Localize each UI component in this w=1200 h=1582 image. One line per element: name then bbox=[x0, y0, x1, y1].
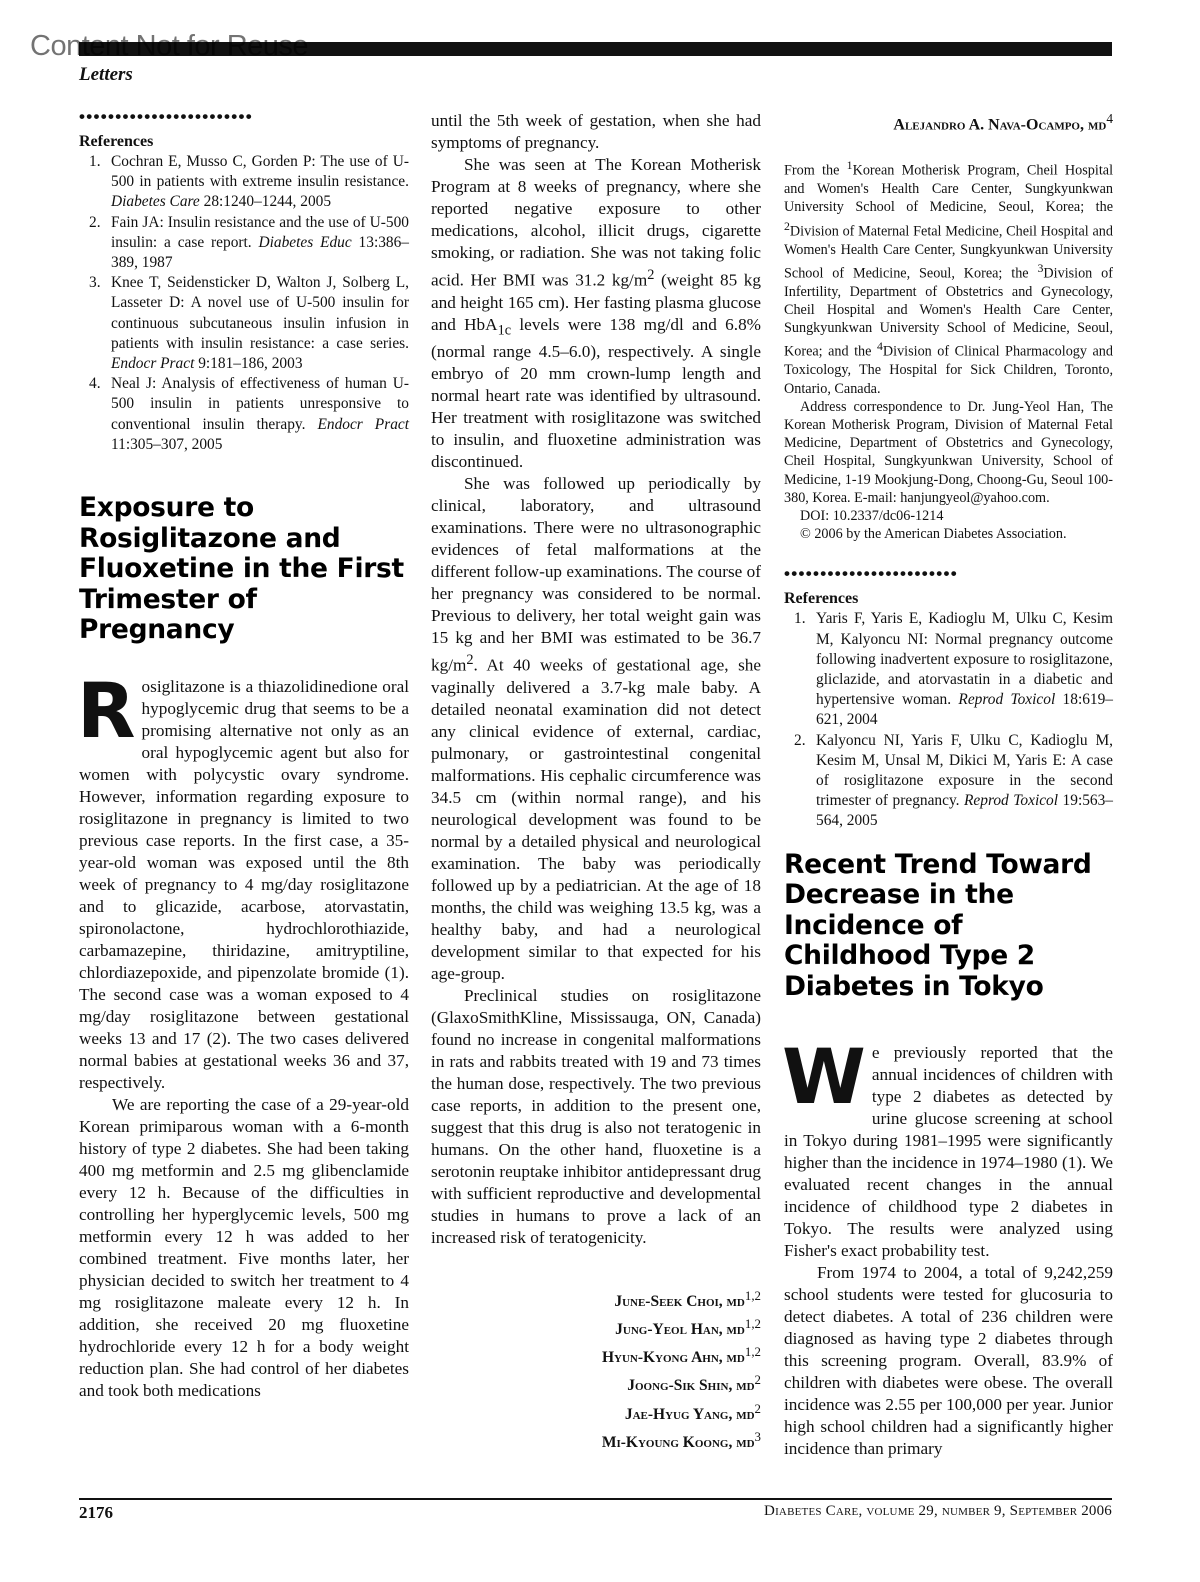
reference-item: 3. Knee T, Seidensticker D, Walton J, Solberg L, Lasseter D: A novel use of U-500 insulin for continuous subcutaneous insulin infusion in patients with insulin resistance: a case series. Endocr Pract 9:181–186, 2003 bbox=[89, 274, 409, 373]
footer-rule bbox=[79, 1498, 1112, 1500]
author: Alejandro A. Nava-Ocampo, $md^4$ bbox=[893, 111, 1113, 134]
author: Jung-Yeol Han, md$^{1,2}$ bbox=[615, 1316, 761, 1339]
watermark: Content Not for Reuse bbox=[30, 30, 309, 62]
drop-cap: R bbox=[77, 665, 136, 755]
column-3 bbox=[784, 108, 1113, 1460]
article-title: Recent Trend Toward Decrease in the Incidence of Childhood Type 2 Diabetes in Tokyo bbox=[784, 848, 1092, 1002]
author: Mi-Kyoung Koong, $md^3$ bbox=[601, 1428, 761, 1451]
reference-item: 4. Neal J: Analysis of effectiveness of human U-500 insulin in patients unresponsive to conventional insulin therapy. Endocr Pract 11:305–307, 2005 bbox=[89, 375, 409, 453]
references-heading: References bbox=[79, 133, 154, 150]
body-paragraph: She was followed up periodically by clinical, laboratory, and ultrasound examinations. There were no ultrasonographic evidences of fetal malformations at the different follow-up examinations. The course of her pregnancy was considered to be normal. Previous to delivery, her total weight gain was 15 kg and her BMI was estimated to be 36.7 $kg/m^2$. At 40 weeks of gestational age, she vaginally delivered a 3.7-kg male baby. A detailed neonatal examination did not detect any clinical evidence of external, cardiac, pulmonary, or gastrointestinal congenital malformations. His cephalic circumference was 34.5 cm (within normal range), and his neurological development was found to be normal by a detailed physical and neurological examination. The baby was periodically followed up by a pediatrician. At the age of 18 months, the child was weighing 13.5 kg, was a healthy baby, and had a neurological development similar to that expected for his age-group. bbox=[431, 474, 761, 983]
body-paragraph: Preclinical studies on rosiglitazone (GlaxoSmithKline, Mississauga, ON, Canada) found no increase in congenital malformations in rats and rabbits treated with 19 and 73 times the human dose, respectively. The two previous case reports, in addition to the present one, suggest that this drug is also not teratogenic in humans. On the other hand, fluoxetine is a serotonin reuptake inhibitor antidepressant drug with sufficient reproductive and developmental studies in humans to prove a lack of an increased risk of teratogenicity. bbox=[431, 985, 761, 1247]
doi: DOI: 10.2337/dc06-1214 bbox=[800, 507, 944, 524]
dot-divider: •••••••••••••••••••••••• bbox=[79, 107, 254, 126]
page-number: 2176 bbox=[79, 1503, 113, 1522]
reference-item: 1. Yaris F, Yaris E, Kadioglu M, Ulku C, Kesim M, Kalyoncu NI: Normal pregnancy outcome following inadvertent exposure to rosiglitazone, gliclazide, and atorvastatin in a diabetic and hypertensive woman. Reprod Toxicol 18:619–621, 2004 bbox=[794, 610, 1113, 729]
author: Jae-Hyug Yang, $md^2$ bbox=[624, 1400, 761, 1423]
correspondence-address: Address correspondence to Dr. Jung-Yeol Han, The Korean Motherisk Program, Division of Maternal Fetal Medicine, Department of Obstetrics and Gynecology, Cheil Hospital, Sungkyunkwan University, School of Medicine, 1-19 Mookjung-Dong, Choong-Gu, Seoul 100-380, Korea. E-mail: hanjungyeol@yahoo.com. bbox=[784, 398, 1113, 506]
author-list bbox=[431, 1285, 761, 1454]
body-paragraph: From 1974 to 2004, a total of 9,242,259 school students were tested for glucosuria to detect diabetes. A total of 236 children were diagnosed as having type 2 diabetes through this screening program. Overall, 83.9% of children with diabetes were obese. The overall incidence was 2.55 per 100,000 per year. Junior high school children had a significantly higher incidence than primary bbox=[784, 1263, 1113, 1459]
references-heading: References bbox=[784, 590, 859, 608]
reference-list bbox=[784, 609, 1113, 831]
column-1 bbox=[79, 106, 409, 1402]
journal-citation: Diabetes Care, volume 29, number 9, September 2006 bbox=[764, 1503, 1112, 1519]
body-paragraph: Rosiglitazone is a thiazolidinedione oral hypoglycemic drug that seems to be a promising alternative not only as an oral hypoglycemic agent but also for women with polycystic ovary syndrome. However, information regarding exposure to rosiglitazone in pregnancy is limited to two previous case reports. In the first case, a 35-year-old woman was exposed until the 8th week of pregnancy to 4 mg/day rosiglitazone and to glicazide, acarbose, atorvastatin, spironolactone, hydrochlorothiazide, carbamazepine, thiridazine, amitryptiline, chlordiazepoxide, and pipenzolate bromide (1). The second case was a woman exposed to 4 mg/day rosiglitazone between gestational weeks 13 and 17 (2). The two cases delivered normal babies at gestational weeks 36 and 37, respectively. bbox=[77, 665, 409, 1092]
reference-item: 1. Cochran E, Musso C, Gorden P: The use of U-500 in patients with extreme insulin resistance. Diabetes Care 28:1240–1244, 2005 bbox=[89, 153, 409, 211]
author: Hyun-Kyong Ahn, md$^{1,2}$ bbox=[601, 1344, 761, 1367]
author: Joong-Sik Shin, $md^2$ bbox=[627, 1372, 761, 1395]
section-label: Letters bbox=[79, 64, 133, 85]
body-paragraph: We are reporting the case of a 29-year-old Korean primiparous woman with a 6-month history of type 2 diabetes. She had been taking 400 mg metformin and 2.5 mg glibenclamide every 12 h. Because of the difficulties in controlling her hyperglycemic levels, 500 mg metformin every 12 h was added to her combined treatment. Five months later, her physician decided to switch her treatment to 4 mg rosiglitazone maleate every 12 h. In addition, she received 20 mg fluoxetine hydrochloride every 12 h for a body weight reduction plan. She had control of her diabetes and took both medications bbox=[79, 1094, 409, 1400]
body-paragraph: until the 5th week of gestation, when she had symptoms of pregnancy. bbox=[431, 111, 761, 152]
body-paragraph: We previously reported that the annual incidences of children with type 2 diabetes as detected by urine glucose screening at school in Tokyo during 1981–1995 were significantly higher than the incidence in 1974–1980 (1). We evaluated recent changes in the annual incidence of childhood type 2 diabetes in Tokyo. The results were analyzed using Fisher's exact probability test. bbox=[782, 1032, 1113, 1261]
dot-divider: •••••••••••••••••••••••• bbox=[784, 564, 959, 584]
article-title: Exposure to Rosiglitazone and Fluoxetine in the First Trimester of Pregnancy bbox=[79, 492, 404, 646]
body-paragraph: She was seen at The Korean Motherisk Program at 8 weeks of pregnancy, where she reported negative exposure to other medications, alcohol, illicit drugs, cigarette smoking, or radiation. She was not taking folic acid. Her BMI was 31.2 $kg/m^2$ (weight 85 kg and height 165 cm). Her fasting plasma glucose and HbA$_{1c}$ levels were 138 mg/dl and 6.8% (normal range 4.5–6.0), respectively. A single embryo of 20 mm crown-lump length and normal heart rate was identified by ultrasound. Her treatment with rosiglitazone was switched to insulin, and fluoxetine administration was discontinued. bbox=[431, 155, 761, 472]
author: June-Seek Choi, md$^{1,2}$ bbox=[614, 1287, 761, 1311]
affiliations: From the $^1$Korean Motherisk Program, Cheil Hospital and Women's Health Care Center, Sungkyunkwan University School of Medicine, Seoul, Korea; the $^2$Division of Maternal Fetal Medicine, Cheil Hospital and Women's Health Care Center, Sungkyunkwan University School of Medicine, Seoul, Korea; the $^3$Division of Infertility, Department of Obstetrics and Gynecology, Cheil Hospital and Women's Health Care Center, Sungkyunkwan University School of Medicine, Seoul, Korea; and the $^4$Division of Clinical Pharmacology and Toxicology, The Hospital for Sick Children, Toronto, Ontario, Canada. bbox=[784, 158, 1114, 397]
copyright: © 2006 by the American Diabetes Association. bbox=[800, 526, 1067, 543]
reference-item: 2. Kalyoncu NI, Yaris F, Ulku C, Kadioglu M, Kesim M, Unsal M, Dikici M, Yaris E: A case of rosiglitazone exposure in the second trimester of pregnancy. Reprod Toxicol 19:563–564, 2005 bbox=[794, 731, 1113, 830]
reference-list bbox=[79, 152, 409, 455]
reference-item: 2. Fain JA: Insulin resistance and the use of U-500 insulin: a case report. Diabetes Educ 13:386–389, 1987 bbox=[89, 213, 410, 272]
drop-cap: W bbox=[782, 1032, 866, 1122]
column-2 bbox=[431, 110, 761, 1454]
